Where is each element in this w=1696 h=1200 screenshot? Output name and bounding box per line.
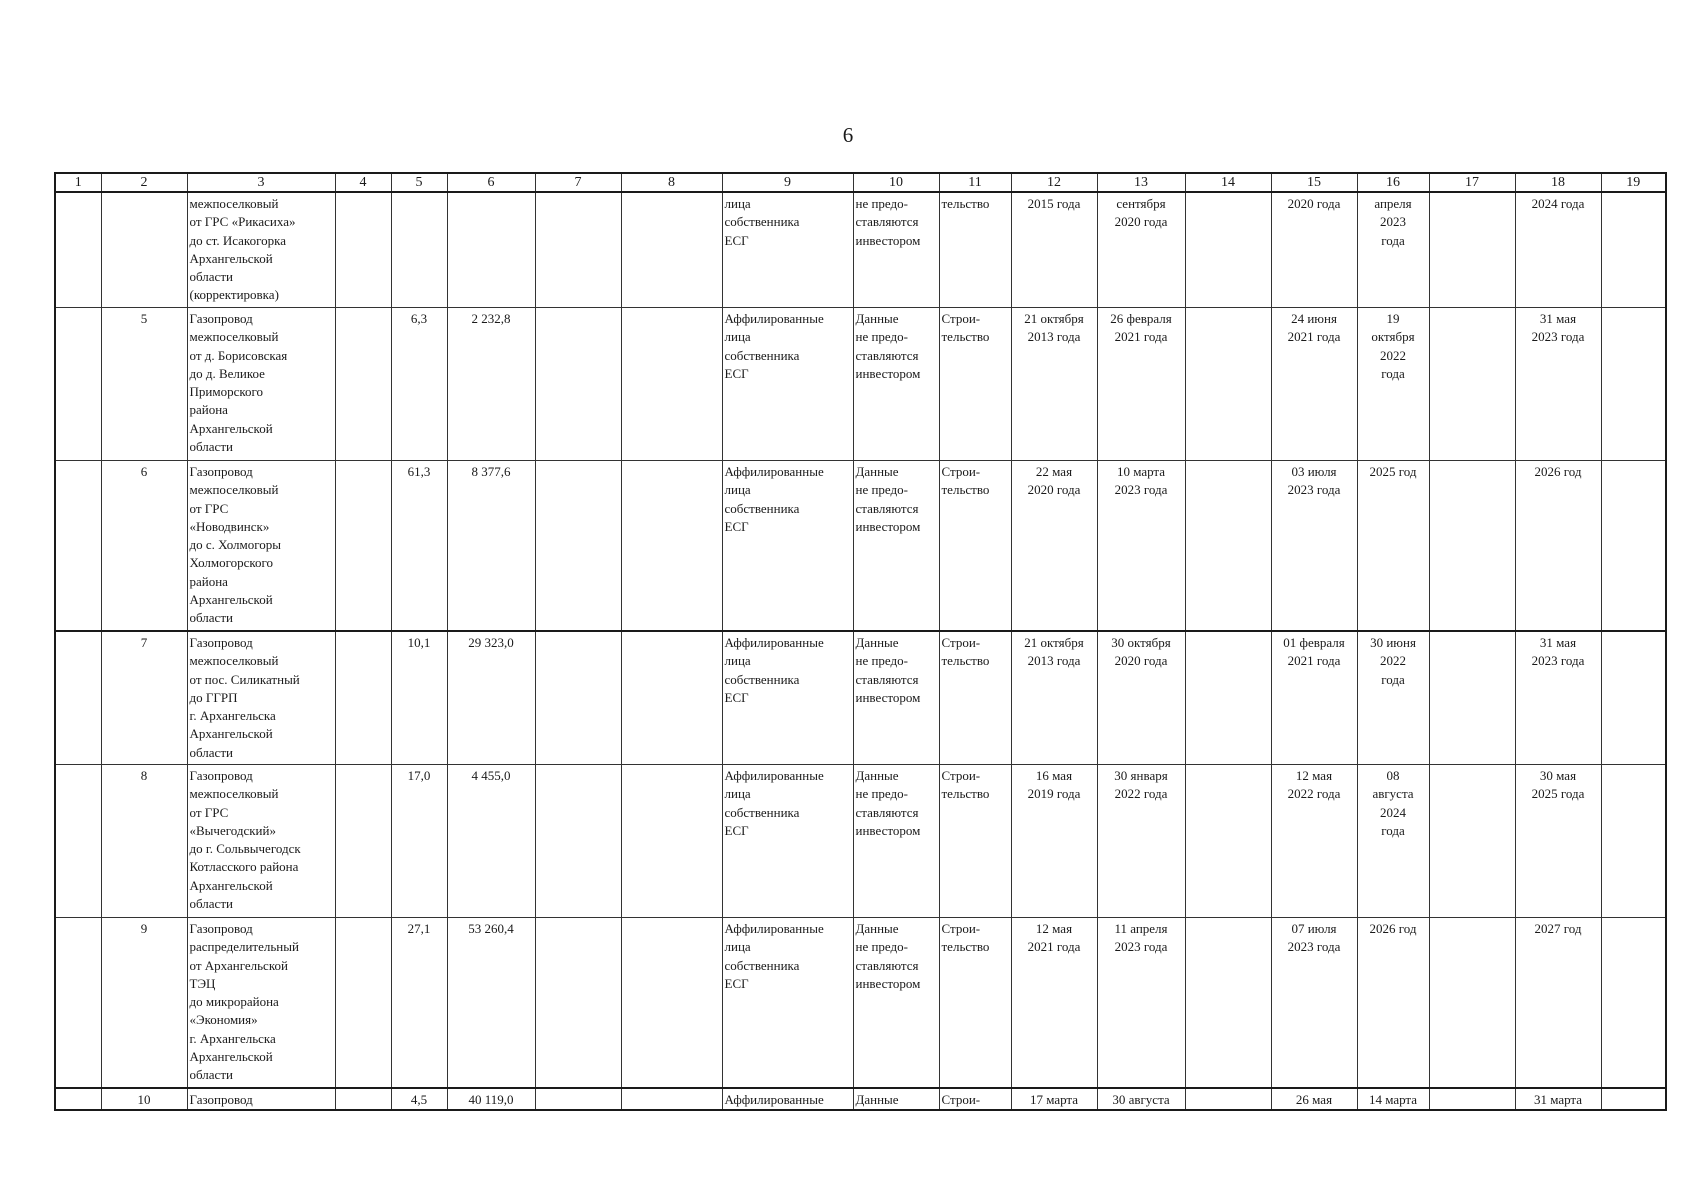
cell-date-13: 30 января 2022 года [1097, 765, 1185, 918]
cell-col-1 [55, 461, 101, 632]
cell-date-12: 22 мая 2020 года [1011, 461, 1097, 632]
column-header: 7 [535, 173, 621, 192]
cell-col-4 [335, 308, 391, 461]
cell-object-name: Газопровод [187, 1088, 335, 1110]
cell-col-14 [1185, 461, 1271, 632]
cell-date-12: 16 мая 2019 года [1011, 765, 1097, 918]
column-header: 14 [1185, 173, 1271, 192]
cell-col-7 [535, 1088, 621, 1110]
cell-col-19 [1601, 192, 1666, 308]
cell-work-type: Строи- [939, 1088, 1011, 1110]
column-header: 9 [722, 173, 853, 192]
cell-date-18: 2027 год [1515, 918, 1601, 1089]
cell-cost: 8 377,6 [447, 461, 535, 632]
cell-col-7 [535, 461, 621, 632]
cell-investor-data: Данные не предо- ставляются инвестором [853, 308, 939, 461]
cell-work-type: Строи- тельство [939, 631, 1011, 765]
cell-col-19 [1601, 918, 1666, 1089]
cell-date-13: 11 апреля 2023 года [1097, 918, 1185, 1089]
cell-date-16: 2026 год [1357, 918, 1429, 1089]
cell-col-19 [1601, 461, 1666, 632]
table-row [55, 918, 1666, 1089]
column-header: 18 [1515, 173, 1601, 192]
cell-date-16: 30 июня 2022 года [1357, 631, 1429, 765]
cell-col-17 [1429, 631, 1515, 765]
cell-col-1 [55, 918, 101, 1089]
cell-length: 27,1 [391, 918, 447, 1089]
cell-date-12: 21 октября 2013 года [1011, 308, 1097, 461]
cell-col-14 [1185, 918, 1271, 1089]
cell-investor-data: Данные не предо- ставляются инвестором [853, 461, 939, 632]
column-header: 15 [1271, 173, 1357, 192]
column-number-row [55, 173, 1666, 192]
cell-object-name: Газопровод межпоселковый от д. Борисовская до д. Великое Приморского района Архангельской области [187, 308, 335, 461]
cell-col-7 [535, 631, 621, 765]
cell-date-18: 31 марта [1515, 1088, 1601, 1110]
cell-length [391, 192, 447, 308]
page-number: 6 [842, 123, 854, 147]
cell-length: 61,3 [391, 461, 447, 632]
cell-investor-data: не предо- ставляются инвестором [853, 192, 939, 308]
cell-owner: Аффилированные [722, 1088, 853, 1110]
cell-col-14 [1185, 1088, 1271, 1110]
cell-row-number: 9 [101, 918, 187, 1089]
cell-row-number: 6 [101, 461, 187, 632]
cell-col-7 [535, 765, 621, 918]
cell-cost: 2 232,8 [447, 308, 535, 461]
cell-col-8 [621, 192, 722, 308]
cell-date-16: 08 августа 2024 года [1357, 765, 1429, 918]
cell-date-12: 21 октября 2013 года [1011, 631, 1097, 765]
cell-cost: 40 119,0 [447, 1088, 535, 1110]
cell-col-8 [621, 1088, 722, 1110]
cell-col-1 [55, 765, 101, 918]
cell-owner: Аффилированные лица собственника ЕСГ [722, 765, 853, 918]
column-header: 11 [939, 173, 1011, 192]
table-row [55, 308, 1666, 461]
cell-col-4 [335, 1088, 391, 1110]
cell-col-19 [1601, 308, 1666, 461]
cell-date-12: 2015 года [1011, 192, 1097, 308]
investment-table [54, 172, 1667, 1111]
cell-length: 4,5 [391, 1088, 447, 1110]
cell-work-type: Строи- тельство [939, 308, 1011, 461]
cell-col-17 [1429, 765, 1515, 918]
cell-col-4 [335, 192, 391, 308]
cell-col-14 [1185, 765, 1271, 918]
cell-owner: Аффилированные лица собственника ЕСГ [722, 918, 853, 1089]
column-header: 8 [621, 173, 722, 192]
cell-owner: Аффилированные лица собственника ЕСГ [722, 308, 853, 461]
cell-object-name: Газопровод межпоселковый от пос. Силикатный до ГГРП г. Архангельска Архангельской области [187, 631, 335, 765]
cell-col-17 [1429, 192, 1515, 308]
cell-row-number [101, 192, 187, 308]
cell-object-name: Газопровод распределительный от Архангельской ТЭЦ до микрорайона «Экономия» г. Архангельска Архангельской области [187, 918, 335, 1089]
cell-date-13: 10 марта 2023 года [1097, 461, 1185, 632]
column-header: 12 [1011, 173, 1097, 192]
column-header: 4 [335, 173, 391, 192]
cell-col-7 [535, 192, 621, 308]
cell-owner: лица собственника ЕСГ [722, 192, 853, 308]
table-row [55, 192, 1666, 308]
cell-cost: 53 260,4 [447, 918, 535, 1089]
column-header: 5 [391, 173, 447, 192]
cell-date-15: 03 июля 2023 года [1271, 461, 1357, 632]
column-header: 19 [1601, 173, 1666, 192]
cell-col-8 [621, 918, 722, 1089]
cell-cost [447, 192, 535, 308]
cell-date-16: 2025 год [1357, 461, 1429, 632]
column-header: 1 [55, 173, 101, 192]
table-row [55, 461, 1666, 632]
column-header: 10 [853, 173, 939, 192]
cell-col-17 [1429, 461, 1515, 632]
cell-date-13: 30 августа [1097, 1088, 1185, 1110]
cell-col-19 [1601, 631, 1666, 765]
table-row [55, 631, 1666, 765]
cell-date-16: 14 марта [1357, 1088, 1429, 1110]
cell-date-12: 17 марта [1011, 1088, 1097, 1110]
column-header: 6 [447, 173, 535, 192]
cell-investor-data: Данные не предо- ставляются инвестором [853, 765, 939, 918]
cell-col-1 [55, 1088, 101, 1110]
cell-owner: Аффилированные лица собственника ЕСГ [722, 631, 853, 765]
cell-object-name: Газопровод межпоселковый от ГРС «Вычегодский» до г. Сольвычегодск Котласского района Архангельской области [187, 765, 335, 918]
column-header: 17 [1429, 173, 1515, 192]
cell-date-15: 07 июля 2023 года [1271, 918, 1357, 1089]
cell-length: 10,1 [391, 631, 447, 765]
column-header: 13 [1097, 173, 1185, 192]
cell-col-4 [335, 631, 391, 765]
cell-date-15: 12 мая 2022 года [1271, 765, 1357, 918]
cell-investor-data: Данные не предо- ставляются инвестором [853, 918, 939, 1089]
cell-date-18: 2024 года [1515, 192, 1601, 308]
cell-date-15: 2020 года [1271, 192, 1357, 308]
cell-row-number: 7 [101, 631, 187, 765]
cell-row-number: 5 [101, 308, 187, 461]
cell-date-15: 26 мая [1271, 1088, 1357, 1110]
cell-work-type: тельство [939, 192, 1011, 308]
cell-date-15: 01 февраля 2021 года [1271, 631, 1357, 765]
cell-col-14 [1185, 308, 1271, 461]
column-header: 3 [187, 173, 335, 192]
cell-col-17 [1429, 918, 1515, 1089]
cell-col-8 [621, 308, 722, 461]
cell-date-16: 19 октября 2022 года [1357, 308, 1429, 461]
cell-col-17 [1429, 1088, 1515, 1110]
cell-row-number: 8 [101, 765, 187, 918]
cell-cost: 4 455,0 [447, 765, 535, 918]
cell-date-13: 26 февраля 2021 года [1097, 308, 1185, 461]
column-header: 16 [1357, 173, 1429, 192]
cell-date-13: сентября 2020 года [1097, 192, 1185, 308]
cell-col-19 [1601, 1088, 1666, 1110]
cell-col-7 [535, 918, 621, 1089]
cell-col-14 [1185, 631, 1271, 765]
cell-length: 6,3 [391, 308, 447, 461]
cell-col-17 [1429, 308, 1515, 461]
cell-col-1 [55, 192, 101, 308]
cell-work-type: Строи- тельство [939, 461, 1011, 632]
table-row [55, 765, 1666, 918]
cell-object-name: межпоселковый от ГРС «Рикасиха» до ст. Исакогорка Архангельской области (корректировка) [187, 192, 335, 308]
cell-col-1 [55, 308, 101, 461]
cell-length: 17,0 [391, 765, 447, 918]
cell-date-12: 12 мая 2021 года [1011, 918, 1097, 1089]
cell-date-18: 2026 год [1515, 461, 1601, 632]
cell-date-15: 24 июня 2021 года [1271, 308, 1357, 461]
cell-col-1 [55, 631, 101, 765]
cell-col-8 [621, 765, 722, 918]
cell-col-19 [1601, 765, 1666, 918]
cell-col-8 [621, 631, 722, 765]
cell-col-4 [335, 765, 391, 918]
cell-date-16: апреля 2023 года [1357, 192, 1429, 308]
cell-owner: Аффилированные лица собственника ЕСГ [722, 461, 853, 632]
cell-object-name: Газопровод межпоселковый от ГРС «Новодвинск» до с. Холмогоры Холмогорского района Архангельской области [187, 461, 335, 632]
cell-work-type: Строи- тельство [939, 765, 1011, 918]
cell-cost: 29 323,0 [447, 631, 535, 765]
cell-col-8 [621, 461, 722, 632]
cell-col-7 [535, 308, 621, 461]
cell-date-18: 31 мая 2023 года [1515, 631, 1601, 765]
cell-investor-data: Данные [853, 1088, 939, 1110]
column-header: 2 [101, 173, 187, 192]
cell-col-4 [335, 918, 391, 1089]
cell-row-number: 10 [101, 1088, 187, 1110]
cell-investor-data: Данные не предо- ставляются инвестором [853, 631, 939, 765]
cell-date-18: 30 мая 2025 года [1515, 765, 1601, 918]
cell-col-4 [335, 461, 391, 632]
cell-col-14 [1185, 192, 1271, 308]
cell-work-type: Строи- тельство [939, 918, 1011, 1089]
table-row [55, 1088, 1666, 1110]
cell-date-13: 30 октября 2020 года [1097, 631, 1185, 765]
cell-date-18: 31 мая 2023 года [1515, 308, 1601, 461]
